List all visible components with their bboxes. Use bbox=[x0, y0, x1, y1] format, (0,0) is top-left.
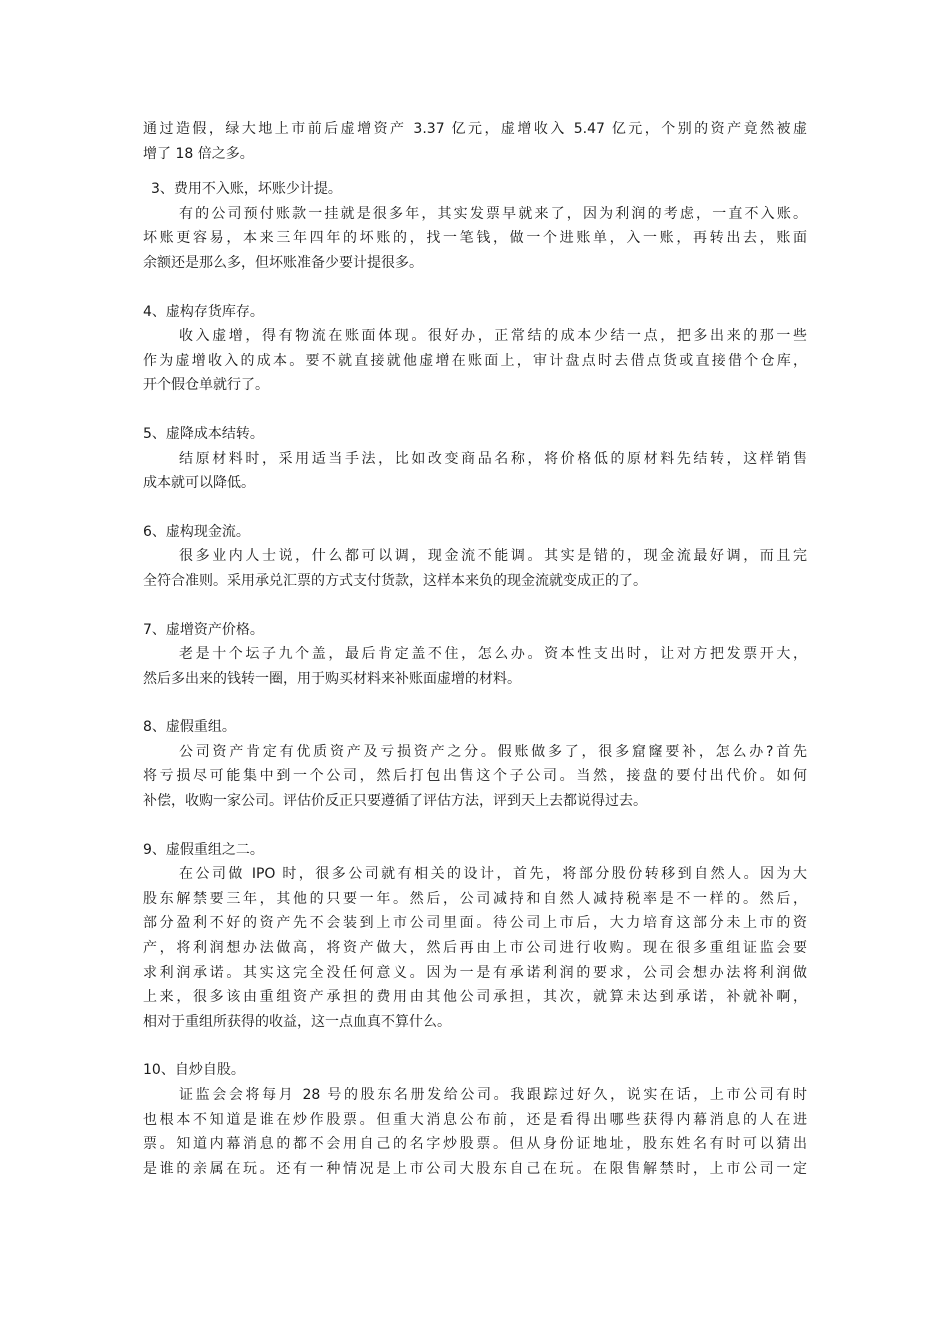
section-9-line-7: 相对于重组所获得的收益，这一点血真不算什么。 bbox=[143, 1013, 451, 1030]
section-3-heading: 3、费用不入账，坏账少计提。 bbox=[151, 181, 342, 198]
section-9-line-1: 在公司做 IPO 时，很多公司就有相关的设计，首先，将部分股份转移到自然人。因为大 bbox=[179, 866, 807, 883]
document-page bbox=[143, 117, 807, 1181]
section-4-line-1: 收入虚增，得有物流在账面体现。很好办，正常结的成本少结一点，把多出来的那一些 bbox=[179, 328, 807, 345]
spacer bbox=[143, 166, 807, 177]
section-7-line-1: 老是十个坛子九个盖，最后肯定盖不住，怎么办。资本性支出时，让对方把发票开大， bbox=[179, 646, 807, 663]
section-4-heading: 4、虚构存货库存。 bbox=[143, 303, 264, 320]
spacer bbox=[143, 594, 807, 618]
section-9-line-4: 产，将利润想办法做高，将资产做大，然后再由上市公司进行收购。现在很多重组证监会要 bbox=[143, 940, 807, 957]
section-4-line-2: 作为虚增收入的成本。要不就直接就他虚增在账面上，审计盘点时去借点货或直接借个仓库， bbox=[143, 352, 807, 369]
section-9-heading: 9、虚假重组之二。 bbox=[143, 841, 264, 858]
section-3-line-3: 余额还是那么多，但坏账准备少要计提很多。 bbox=[143, 254, 423, 271]
section-6-line-1: 很多业内人士说，什么都可以调，现金流不能调。其实是错的，现金流最好调，而且完 bbox=[179, 548, 807, 565]
section-8-heading: 8、虚假重组。 bbox=[143, 719, 236, 736]
section-8-line-2: 将亏损尽可能集中到一个公司，然后打包出售这个子公司。当然，接盘的要付出代价。如何 bbox=[143, 768, 807, 785]
section-4-line-3: 开个假仓单就行了。 bbox=[143, 377, 269, 394]
section-5-heading: 5、虚降成本结转。 bbox=[143, 425, 264, 442]
section-5-line-1: 结原材料时，采用适当手法，比如改变商品名称，将价格低的原材料先结转，这样销售 bbox=[179, 450, 807, 467]
spacer bbox=[143, 1034, 807, 1058]
section-9-line-6: 上来，很多该由重组资产承担的费用由其他公司承担，其次，就算未达到承诺，补就补啊， bbox=[143, 989, 807, 1006]
section-3-line-2: 坏账更容易，本来三年四年的坏账的，找一笔钱，做一个进账单，入一账，再转出去，账面 bbox=[143, 230, 807, 247]
section-10-line-4: 是谁的亲属在玩。还有一种情况是上市公司大股东自己在玩。在限售解禁时，上市公司一定 bbox=[143, 1160, 807, 1177]
section-10-line-3: 票。知道内幕消息的都不会用自己的名字炒股票。但从身份证地址，股东姓名有时可以猜出 bbox=[143, 1136, 807, 1153]
section-7-line-2: 然后多出来的钱转一圈，用于购买材料来补账面虚增的材料。 bbox=[143, 670, 521, 687]
section-6-heading: 6、虚构现金流。 bbox=[143, 523, 250, 540]
section-10-line-2: 也根本不知道是谁在炒作股票。但重大消息公布前，还是看得出哪些获得内幕消息的人在进 bbox=[143, 1111, 807, 1128]
section-9-line-2: 股东解禁要三年，其他的只要一年。然后，公司减持和自然人减持税率是不一样的。然后， bbox=[143, 890, 807, 907]
section-10-line-1: 证监会会将每月 28 号的股东名册发给公司。我跟踪过好久，说实在话，上市公司有时 bbox=[179, 1087, 807, 1103]
spacer bbox=[143, 496, 807, 520]
section-5-line-2: 成本就可以降低。 bbox=[143, 475, 255, 492]
section-8-line-1: 公司资产肯定有优质资产及亏损资产之分。假账做多了，很多窟窿要补，怎么办?首先 bbox=[179, 743, 807, 760]
section-9-line-3: 部分盈利不好的资产先不会装到上市公司里面。待公司上市后，大力培育这部分未上市的资 bbox=[143, 915, 807, 932]
intro-line-1: 通过造假，绿大地上市前后虚增资产 3.37 亿元，虚增收入 5.47 亿元，个别的资产竟然被虚 bbox=[143, 121, 807, 137]
spacer bbox=[143, 398, 807, 422]
section-6-line-2: 全符合准则。采用承兑汇票的方式支付货款，这样本来负的现金流就变成正的了。 bbox=[143, 572, 647, 589]
intro-line-2: 增了 18 倍之多。 bbox=[143, 145, 254, 162]
section-9-line-5: 求利润承诺。其实这完全没任何意义。因为一是有承诺利润的要求，公司会想办法将利润做 bbox=[143, 964, 807, 981]
spacer bbox=[143, 814, 807, 838]
spacer bbox=[143, 276, 807, 300]
spacer bbox=[143, 691, 807, 715]
section-7-heading: 7、虚增资产价格。 bbox=[143, 621, 264, 638]
section-3-line-1: 有的公司预付账款一挂就是很多年，其实发票早就来了，因为利润的考虑，一直不入账。 bbox=[179, 205, 807, 222]
section-8-line-3: 补偿，收购一家公司。评估价反正只要遵循了评估方法，评到天上去都说得过去。 bbox=[143, 793, 647, 810]
section-10-heading: 10、自炒自股。 bbox=[143, 1062, 245, 1079]
